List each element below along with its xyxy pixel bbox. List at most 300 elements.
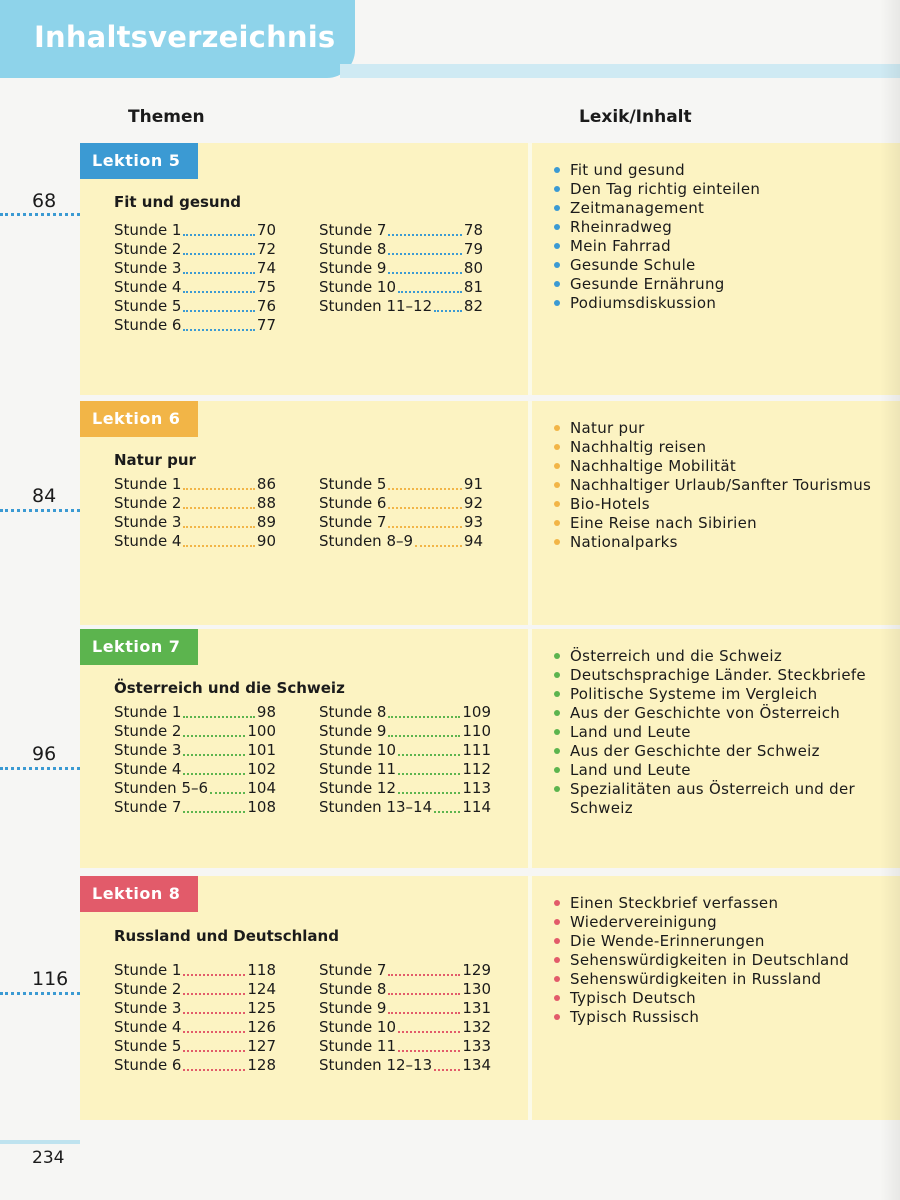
dot-leader bbox=[398, 773, 460, 775]
bullet-icon bbox=[554, 520, 560, 526]
lesson-themes-panel bbox=[80, 876, 528, 1120]
lesson-themes-panel bbox=[80, 629, 528, 868]
topic-text: Typisch Deutsch bbox=[570, 989, 696, 1007]
toc-entry-label: Stunde 4 bbox=[114, 1018, 182, 1036]
toc-entry-page: 90 bbox=[256, 532, 276, 550]
toc-entry-page: 78 bbox=[463, 221, 483, 239]
bullet-icon bbox=[554, 167, 560, 173]
topic-text: Wiedervereinigung bbox=[570, 913, 717, 931]
toc-entry bbox=[114, 513, 276, 532]
topic-item bbox=[552, 180, 882, 199]
margin-dotted-rule bbox=[0, 213, 80, 216]
toc-entry-page: 102 bbox=[247, 760, 276, 778]
topic-text: Aus der Geschichte der Schweiz bbox=[570, 742, 820, 760]
toc-entry bbox=[114, 779, 276, 798]
lesson-start-page: 116 bbox=[32, 968, 69, 990]
toc-entry bbox=[319, 1037, 491, 1056]
bullet-icon bbox=[554, 976, 560, 982]
bullet-icon bbox=[554, 957, 560, 963]
dot-leader bbox=[388, 526, 461, 528]
bullet-icon bbox=[554, 900, 560, 906]
dot-leader bbox=[434, 310, 462, 312]
toc-entry-page: 131 bbox=[462, 999, 491, 1017]
toc-entry-label: Stunde 4 bbox=[114, 532, 182, 550]
bullet-icon bbox=[554, 281, 560, 287]
toc-entry-page: 80 bbox=[463, 259, 483, 277]
dot-leader bbox=[183, 735, 245, 737]
dot-leader bbox=[388, 507, 461, 509]
bullet-icon bbox=[554, 444, 560, 450]
topic-item bbox=[552, 761, 882, 780]
topic-text: Einen Steckbrief verfassen bbox=[570, 894, 779, 912]
toc-entry bbox=[319, 513, 483, 532]
toc-entry-label: Stunden 5–6 bbox=[114, 779, 209, 797]
toc-entry-page: 111 bbox=[462, 741, 491, 759]
topic-text: Rheinradweg bbox=[570, 218, 673, 236]
toc-entry-label: Stunde 8 bbox=[319, 240, 387, 258]
toc-entry-label: Stunde 9 bbox=[319, 999, 387, 1017]
toc-entry bbox=[319, 760, 491, 779]
toc-entry-label: Stunde 4 bbox=[114, 278, 182, 296]
toc-entry-label: Stunde 3 bbox=[114, 513, 182, 531]
lesson-theme-title: Natur pur bbox=[114, 451, 196, 469]
topic-text: Nachhaltig reisen bbox=[570, 438, 707, 456]
toc-entry-page: 98 bbox=[256, 703, 276, 721]
toc-entry-page: 91 bbox=[463, 475, 483, 493]
toc-entry-label: Stunde 7 bbox=[319, 961, 387, 979]
toc-entry-label: Stunden 11–12 bbox=[319, 297, 433, 315]
topic-item bbox=[552, 256, 882, 275]
dot-leader bbox=[388, 253, 461, 255]
topic-text: Den Tag richtig einteilen bbox=[570, 180, 761, 198]
toc-entry bbox=[114, 475, 276, 494]
topic-item bbox=[552, 742, 882, 761]
topic-text: Land und Leute bbox=[570, 761, 691, 779]
topic-text: Gesunde Schule bbox=[570, 256, 696, 274]
toc-entry bbox=[319, 494, 483, 513]
toc-entry-label: Stunde 2 bbox=[114, 980, 182, 998]
dot-leader bbox=[388, 716, 460, 718]
toc-entry bbox=[114, 798, 276, 817]
bullet-icon bbox=[554, 482, 560, 488]
topic-text: Die Wende-Erinnerungen bbox=[570, 932, 765, 950]
dot-leader bbox=[434, 1069, 460, 1071]
toc-entry-label: Stunden 13–14 bbox=[319, 798, 433, 816]
topic-item bbox=[552, 294, 882, 313]
dot-leader bbox=[183, 1031, 245, 1033]
toc-entry-label: Stunde 1 bbox=[114, 961, 182, 979]
topic-text: Land und Leute bbox=[570, 723, 691, 741]
column-header-themes: Themen bbox=[128, 107, 205, 127]
toc-entry-label: Stunde 9 bbox=[319, 259, 387, 277]
toc-entry bbox=[319, 297, 483, 316]
topic-item bbox=[552, 932, 882, 951]
toc-entry-page: 72 bbox=[256, 240, 276, 258]
toc-entry-page: 77 bbox=[256, 316, 276, 334]
toc-entry-label: Stunde 7 bbox=[319, 221, 387, 239]
topic-item bbox=[552, 1008, 882, 1027]
bullet-icon bbox=[554, 425, 560, 431]
lesson-section-8 bbox=[80, 876, 900, 1120]
toc-entry-label: Stunde 3 bbox=[114, 741, 182, 759]
bullet-icon bbox=[554, 186, 560, 192]
dot-leader bbox=[388, 993, 460, 995]
toc-entry-label: Stunde 1 bbox=[114, 221, 182, 239]
bullet-icon bbox=[554, 463, 560, 469]
toc-entry-label: Stunde 8 bbox=[319, 703, 387, 721]
toc-entry bbox=[114, 240, 276, 259]
topic-text: Politische Systeme im Vergleich bbox=[570, 685, 818, 703]
topic-item bbox=[552, 495, 882, 514]
topic-item bbox=[552, 419, 882, 438]
toc-entry-label: Stunde 11 bbox=[319, 1037, 397, 1055]
toc-entry-page: 75 bbox=[256, 278, 276, 296]
toc-entry-page: 125 bbox=[247, 999, 276, 1017]
toc-entry bbox=[114, 494, 276, 513]
lesson-tag: Lektion 7 bbox=[80, 629, 198, 665]
margin-dotted-rule bbox=[0, 767, 80, 770]
topic-item bbox=[552, 457, 882, 476]
topic-item bbox=[552, 951, 882, 970]
dot-leader bbox=[388, 1012, 460, 1014]
dot-leader bbox=[183, 811, 245, 813]
toc-entry bbox=[114, 760, 276, 779]
lesson-tag: Lektion 6 bbox=[80, 401, 198, 437]
topic-text: Mein Fahrrad bbox=[570, 237, 671, 255]
toc-entry bbox=[319, 1056, 491, 1075]
toc-entry bbox=[319, 980, 491, 999]
topic-item bbox=[552, 704, 882, 723]
toc-entry bbox=[114, 297, 276, 316]
topic-text: Gesunde Ernährung bbox=[570, 275, 725, 293]
toc-entry-page: 79 bbox=[463, 240, 483, 258]
toc-entry-page: 86 bbox=[256, 475, 276, 493]
dot-leader bbox=[183, 310, 254, 312]
dot-leader bbox=[183, 488, 254, 490]
toc-entry-label: Stunde 6 bbox=[114, 316, 182, 334]
topic-item bbox=[552, 514, 882, 533]
dot-leader bbox=[398, 792, 460, 794]
topic-text: Aus der Geschichte von Österreich bbox=[570, 704, 841, 722]
topic-text: Spezialitäten aus Österreich und der Schweiz bbox=[570, 780, 855, 817]
toc-entry-label: Stunde 10 bbox=[319, 741, 397, 759]
dot-leader bbox=[388, 974, 460, 976]
topic-item bbox=[552, 989, 882, 1008]
toc-entry-page: 74 bbox=[256, 259, 276, 277]
toc-entry-page: 100 bbox=[247, 722, 276, 740]
toc-entry-label: Stunde 8 bbox=[319, 980, 387, 998]
lesson-section-7 bbox=[80, 629, 900, 868]
toc-entry-label: Stunde 7 bbox=[319, 513, 387, 531]
dot-leader bbox=[183, 974, 245, 976]
topic-item bbox=[552, 894, 882, 913]
toc-entry bbox=[319, 999, 491, 1018]
toc-entry bbox=[114, 741, 276, 760]
toc-entry-label: Stunde 6 bbox=[319, 494, 387, 512]
toc-entry bbox=[319, 741, 491, 760]
toc-entry-label: Stunde 5 bbox=[114, 1037, 182, 1055]
topic-list bbox=[552, 647, 882, 818]
toc-entry-page: 92 bbox=[463, 494, 483, 512]
lesson-themes-panel bbox=[80, 143, 528, 395]
dot-leader bbox=[183, 526, 254, 528]
lesson-theme-title: Russland und Deutschland bbox=[114, 927, 339, 945]
topic-item bbox=[552, 275, 882, 294]
toc-entry-label: Stunde 7 bbox=[114, 798, 182, 816]
bullet-icon bbox=[554, 205, 560, 211]
margin-dotted-rule bbox=[0, 992, 80, 995]
toc-entry bbox=[319, 532, 483, 551]
dot-leader bbox=[183, 773, 245, 775]
toc-entry-page: 126 bbox=[247, 1018, 276, 1036]
toc-entry-page: 127 bbox=[247, 1037, 276, 1055]
topic-item bbox=[552, 780, 882, 818]
toc-entry-page: 108 bbox=[247, 798, 276, 816]
dot-leader bbox=[183, 272, 254, 274]
topic-list bbox=[552, 419, 882, 552]
toc-entry bbox=[319, 259, 483, 278]
toc-entry-page: 109 bbox=[462, 703, 491, 721]
bullet-icon bbox=[554, 539, 560, 545]
toc-entry-page: 130 bbox=[462, 980, 491, 998]
toc-entry bbox=[114, 999, 276, 1018]
toc-entry-page: 82 bbox=[463, 297, 483, 315]
dot-leader bbox=[183, 993, 245, 995]
dot-leader bbox=[388, 234, 461, 236]
toc-entry-page: 70 bbox=[256, 221, 276, 239]
toc-entry-page: 134 bbox=[462, 1056, 491, 1074]
toc-entry-label: Stunden 12–13 bbox=[319, 1056, 433, 1074]
topic-item bbox=[552, 913, 882, 932]
bullet-icon bbox=[554, 243, 560, 249]
topic-text: Sehenswürdigkeiten in Russland bbox=[570, 970, 822, 988]
dot-leader bbox=[398, 1050, 460, 1052]
toc-entry-page: 114 bbox=[462, 798, 491, 816]
bullet-icon bbox=[554, 919, 560, 925]
toc-entry bbox=[114, 1056, 276, 1075]
dot-leader bbox=[398, 291, 462, 293]
topic-item bbox=[552, 438, 882, 457]
lesson-start-page: 68 bbox=[32, 190, 57, 212]
dot-leader bbox=[388, 488, 461, 490]
lesson-tag: Lektion 5 bbox=[80, 143, 198, 179]
bullet-icon bbox=[554, 262, 560, 268]
lesson-section-6 bbox=[80, 401, 900, 625]
topic-text: Deutschsprachige Länder. Steckbriefe bbox=[570, 666, 866, 684]
toc-entry bbox=[319, 278, 483, 297]
topic-text: Typisch Russisch bbox=[570, 1008, 700, 1026]
toc-entry bbox=[319, 221, 483, 240]
dot-leader bbox=[183, 754, 245, 756]
toc-entry-label: Stunde 11 bbox=[319, 760, 397, 778]
topic-text: Nachhaltiger Urlaub/Sanfter Tourismus bbox=[570, 476, 872, 494]
dot-leader bbox=[434, 811, 460, 813]
toc-entry-label: Stunde 1 bbox=[114, 703, 182, 721]
toc-entry bbox=[319, 722, 491, 741]
topic-list bbox=[552, 161, 882, 313]
toc-entry-label: Stunde 4 bbox=[114, 760, 182, 778]
bullet-icon bbox=[554, 710, 560, 716]
toc-entry-page: 113 bbox=[462, 779, 491, 797]
toc-entry-page: 118 bbox=[247, 961, 276, 979]
toc-entry-label: Stunde 3 bbox=[114, 999, 182, 1017]
bullet-icon bbox=[554, 691, 560, 697]
topic-item bbox=[552, 685, 882, 704]
toc-entry-page: 81 bbox=[463, 278, 483, 296]
lesson-tag: Lektion 8 bbox=[80, 876, 198, 912]
dot-leader bbox=[183, 291, 254, 293]
dot-leader bbox=[183, 253, 254, 255]
topic-text: Nationalparks bbox=[570, 533, 678, 551]
dot-leader bbox=[183, 1012, 245, 1014]
topic-item bbox=[552, 161, 882, 180]
lesson-theme-title: Österreich und die Schweiz bbox=[114, 679, 345, 697]
dot-leader bbox=[388, 272, 461, 274]
page-title: Inhaltsverzeichnis bbox=[34, 20, 336, 54]
toc-entry-page: 93 bbox=[463, 513, 483, 531]
toc-entry-page: 124 bbox=[247, 980, 276, 998]
toc-entry-page: 94 bbox=[463, 532, 483, 550]
toc-entry-page: 129 bbox=[462, 961, 491, 979]
bullet-icon bbox=[554, 501, 560, 507]
page-number: 234 bbox=[32, 1148, 65, 1168]
bullet-icon bbox=[554, 224, 560, 230]
lesson-topics-panel bbox=[532, 876, 900, 1120]
lesson-theme-title: Fit und gesund bbox=[114, 193, 242, 211]
toc-entry-label: Stunde 6 bbox=[114, 1056, 182, 1074]
lesson-section-5 bbox=[80, 143, 900, 395]
toc-entry-page: 76 bbox=[256, 297, 276, 315]
toc-entry bbox=[114, 1037, 276, 1056]
lesson-topics-panel bbox=[532, 629, 900, 868]
toc-entry-label: Stunde 1 bbox=[114, 475, 182, 493]
topic-text: Podiumsdiskussion bbox=[570, 294, 717, 312]
dot-leader bbox=[210, 792, 245, 794]
toc-entry-page: 133 bbox=[462, 1037, 491, 1055]
bullet-icon bbox=[554, 767, 560, 773]
topic-text: Eine Reise nach Sibirien bbox=[570, 514, 757, 532]
topic-item bbox=[552, 237, 882, 256]
dot-leader bbox=[183, 545, 254, 547]
lesson-start-page: 84 bbox=[32, 485, 57, 507]
topic-item bbox=[552, 476, 882, 495]
bullet-icon bbox=[554, 748, 560, 754]
topic-text: Nachhaltige Mobilität bbox=[570, 457, 736, 475]
topic-item bbox=[552, 970, 882, 989]
toc-entry-page: 128 bbox=[247, 1056, 276, 1074]
topic-item bbox=[552, 647, 882, 666]
dot-leader bbox=[388, 735, 460, 737]
toc-entry bbox=[319, 240, 483, 259]
dot-leader bbox=[398, 754, 460, 756]
margin-dotted-rule bbox=[0, 509, 80, 512]
topic-text: Österreich und die Schweiz bbox=[570, 647, 782, 665]
lesson-topics-panel bbox=[532, 401, 900, 625]
topic-item bbox=[552, 218, 882, 237]
topic-text: Natur pur bbox=[570, 419, 645, 437]
topic-text: Zeitmanagement bbox=[570, 199, 705, 217]
dot-leader bbox=[183, 1069, 245, 1071]
dot-leader bbox=[398, 1031, 460, 1033]
toc-entry-label: Stunde 12 bbox=[319, 779, 397, 797]
topic-text: Bio-Hotels bbox=[570, 495, 650, 513]
toc-entry-label: Stunden 8–9 bbox=[319, 532, 414, 550]
toc-entry bbox=[114, 1018, 276, 1037]
dot-leader bbox=[183, 329, 254, 331]
lesson-topics-panel bbox=[532, 143, 900, 395]
toc-entry-page: 104 bbox=[247, 779, 276, 797]
dot-leader bbox=[415, 545, 462, 547]
toc-entry-page: 110 bbox=[462, 722, 491, 740]
toc-entry bbox=[319, 1018, 491, 1037]
toc-entry-label: Stunde 2 bbox=[114, 722, 182, 740]
toc-entry-page: 88 bbox=[256, 494, 276, 512]
toc-entry bbox=[114, 278, 276, 297]
toc-entry bbox=[114, 961, 276, 980]
topic-item bbox=[552, 199, 882, 218]
toc-entry-label: Stunde 2 bbox=[114, 240, 182, 258]
toc-entry bbox=[114, 259, 276, 278]
toc-entry-page: 112 bbox=[462, 760, 491, 778]
toc-entry bbox=[319, 703, 491, 722]
lesson-themes-panel bbox=[80, 401, 528, 625]
bullet-icon bbox=[554, 653, 560, 659]
topic-item bbox=[552, 723, 882, 742]
toc-entry-label: Stunde 3 bbox=[114, 259, 182, 277]
bullet-icon bbox=[554, 995, 560, 1001]
toc-entry bbox=[114, 221, 276, 240]
toc-entry bbox=[114, 722, 276, 741]
toc-entry bbox=[319, 798, 491, 817]
dot-leader bbox=[183, 507, 254, 509]
topic-text: Fit und gesund bbox=[570, 161, 685, 179]
toc-entry-label: Stunde 10 bbox=[319, 278, 397, 296]
column-header-content: Lexik/Inhalt bbox=[579, 107, 692, 127]
toc-entry-page: 89 bbox=[256, 513, 276, 531]
toc-entry-label: Stunde 2 bbox=[114, 494, 182, 512]
toc-entry bbox=[319, 475, 483, 494]
toc-entry bbox=[319, 961, 491, 980]
lesson-start-page: 96 bbox=[32, 743, 57, 765]
dot-leader bbox=[183, 234, 254, 236]
toc-entry-label: Stunde 5 bbox=[319, 475, 387, 493]
header-rule bbox=[340, 64, 900, 78]
topic-list bbox=[552, 894, 882, 1027]
toc-entry-label: Stunde 9 bbox=[319, 722, 387, 740]
toc-entry-label: Stunde 10 bbox=[319, 1018, 397, 1036]
dot-leader bbox=[183, 716, 254, 718]
dot-leader bbox=[183, 1050, 245, 1052]
page-edge-shadow bbox=[880, 0, 900, 1200]
toc-entry bbox=[114, 532, 276, 551]
topic-item bbox=[552, 533, 882, 552]
bullet-icon bbox=[554, 672, 560, 678]
toc-entry bbox=[114, 703, 276, 722]
bullet-icon bbox=[554, 786, 560, 792]
toc-entry-label: Stunde 5 bbox=[114, 297, 182, 315]
toc-entry-page: 101 bbox=[247, 741, 276, 759]
footer-rule bbox=[0, 1140, 80, 1144]
toc-entry bbox=[319, 779, 491, 798]
bullet-icon bbox=[554, 1014, 560, 1020]
bullet-icon bbox=[554, 938, 560, 944]
toc-entry-page: 132 bbox=[462, 1018, 491, 1036]
topic-item bbox=[552, 666, 882, 685]
bullet-icon bbox=[554, 729, 560, 735]
bullet-icon bbox=[554, 300, 560, 306]
topic-text: Sehenswürdigkeiten in Deutschland bbox=[570, 951, 850, 969]
toc-entry bbox=[114, 316, 276, 335]
